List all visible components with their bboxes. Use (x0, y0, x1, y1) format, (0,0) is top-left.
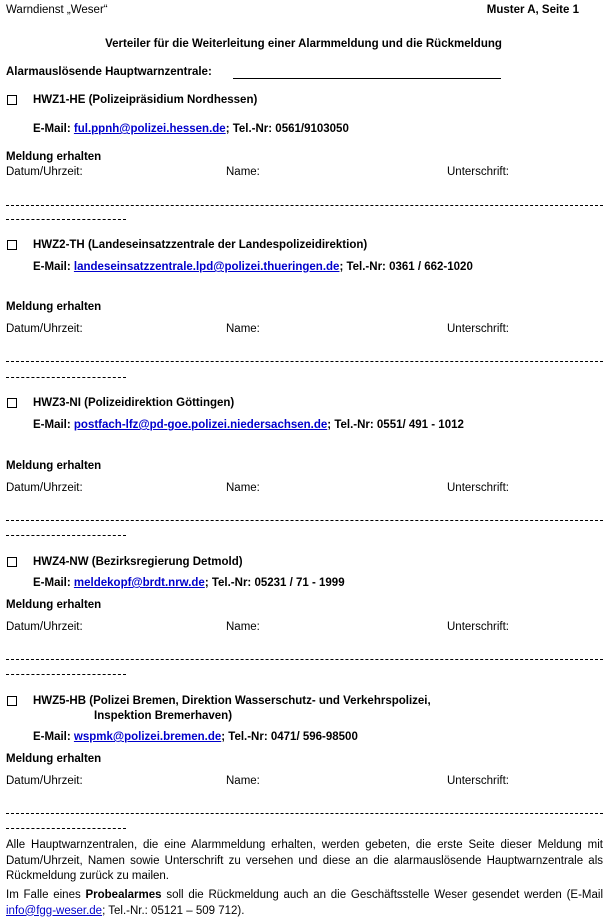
center-hwz1-title: HWZ1-HE (Polizeipräsidium Nordhessen) (33, 94, 258, 106)
header-right: Muster A, Seite 1 (486, 4, 579, 16)
divider (6, 674, 126, 675)
checkbox-hwz4[interactable] (7, 557, 17, 567)
signature-label-hwz2: Unterschrift: (447, 323, 509, 335)
center-hwz5-contact: E-Mail: wspmk@polizei.bremen.de; Tel.-Nr: 0471/ 596-98500 (33, 731, 358, 743)
email-link-hwz5[interactable]: wspmk@polizei.bremen.de (73, 731, 222, 743)
divider (6, 219, 126, 220)
name-label-hwz3: Name: (226, 482, 260, 494)
center-hwz3-contact: E-Mail: postfach-lfz@pd-goe.polizei.niedersachsen.de; Tel.-Nr: 0551/ 491 - 1012 (33, 419, 464, 431)
received-label-hwz4: Meldung erhalten (6, 599, 102, 611)
divider (6, 813, 603, 814)
datetime-label-hwz2: Datum/Uhrzeit: (6, 323, 83, 335)
name-label-hwz2: Name: (226, 323, 260, 335)
email-link-geschaeftsstelle[interactable]: info@fgg-weser.de (6, 904, 103, 917)
trigger-input-line[interactable] (233, 78, 501, 79)
datetime-label-hwz3: Datum/Uhrzeit: (6, 482, 83, 494)
signature-label-hwz3: Unterschrift: (447, 482, 509, 494)
datetime-label-hwz4: Datum/Uhrzeit: (6, 621, 83, 633)
checkbox-hwz1[interactable] (7, 95, 17, 105)
signature-label-hwz5: Unterschrift: (447, 775, 509, 787)
received-label-hwz2: Meldung erhalten (6, 301, 102, 313)
divider (6, 520, 603, 521)
header-left: Warndienst „Weser“ (6, 4, 108, 16)
divider (6, 377, 126, 378)
email-link-hwz1[interactable]: ful.ppnh@polizei.hessen.de (73, 123, 226, 135)
divider (6, 659, 603, 660)
received-label-hwz1: Meldung erhalten (6, 151, 102, 163)
center-hwz5-title: HWZ5-HB (Polizei Bremen, Direktion Wasserschutz- und Verkehrspolizei, (33, 695, 431, 707)
name-label-hwz4: Name: (226, 621, 260, 633)
center-hwz5-title-line2: Inspektion Bremerhaven) (94, 710, 233, 722)
divider (6, 828, 126, 829)
footer-test-alarm-note: Im Falle eines Probealarmes soll die Rückmeldung auch an die Geschäftsstelle Weser gesendet werden (E-Mail info@fgg-weser.de; Tel.-Nr.: 05121 – 509 712). (6, 889, 603, 917)
name-label-hwz5: Name: (226, 775, 260, 787)
checkbox-hwz5[interactable] (7, 696, 17, 706)
received-label-hwz3: Meldung erhalten (6, 460, 102, 472)
received-label-hwz5: Meldung erhalten (6, 753, 102, 765)
name-label-hwz1: Name: (226, 166, 260, 178)
trigger-label: Alarmauslösende Hauptwarnzentrale: (6, 66, 212, 78)
divider (6, 361, 603, 362)
checkbox-hwz3[interactable] (7, 398, 17, 408)
email-link-hwz4[interactable]: meldekopf@brdt.nrw.de (73, 577, 205, 589)
center-hwz4-title: HWZ4-NW (Bezirksregierung Detmold) (33, 556, 243, 568)
checkbox-hwz2[interactable] (7, 240, 17, 250)
email-link-hwz3[interactable]: postfach-lfz@pd-goe.polizei.niedersachsen.de (73, 419, 328, 431)
center-hwz2-contact: E-Mail: landeseinsatzzentrale.lpd@polizei.thueringen.de; Tel.-Nr: 0361 / 662-1020 (33, 261, 473, 273)
email-link-hwz2[interactable]: landeseinsatzzentrale.lpd@polizei.thueringen.de (73, 261, 340, 273)
footer-instructions: Alle Hauptwarnzentralen, die eine Alarmmeldung erhalten, werden gebeten, die erste Seite dieser Meldung mit Datum/Uhrzeit, Namen sowie Unterschrift zu versehen und diese an die alarmauslösende Hauptwarnzentrale als Rückmeldung zurück zu mailen. (6, 839, 603, 882)
center-hwz2-title: HWZ2-TH (Landeseinsatzzentrale der Landespolizeidirektion) (33, 239, 368, 251)
center-hwz1-contact: E-Mail: ful.ppnh@polizei.hessen.de; Tel.-Nr: 0561/9103050 (33, 123, 349, 135)
signature-label-hwz1: Unterschrift: (447, 166, 509, 178)
divider (6, 535, 126, 536)
signature-label-hwz4: Unterschrift: (447, 621, 509, 633)
datetime-label-hwz1: Datum/Uhrzeit: (6, 166, 83, 178)
center-hwz3-title: HWZ3-NI (Polizeidirektion Göttingen) (33, 397, 235, 409)
datetime-label-hwz5: Datum/Uhrzeit: (6, 775, 83, 787)
center-hwz4-contact: E-Mail: meldekopf@brdt.nrw.de; Tel.-Nr: 05231 / 71 - 1999 (33, 577, 345, 589)
divider (6, 205, 603, 206)
page-title: Verteiler für die Weiterleitung einer Alarmmeldung und die Rückmeldung (105, 38, 502, 50)
